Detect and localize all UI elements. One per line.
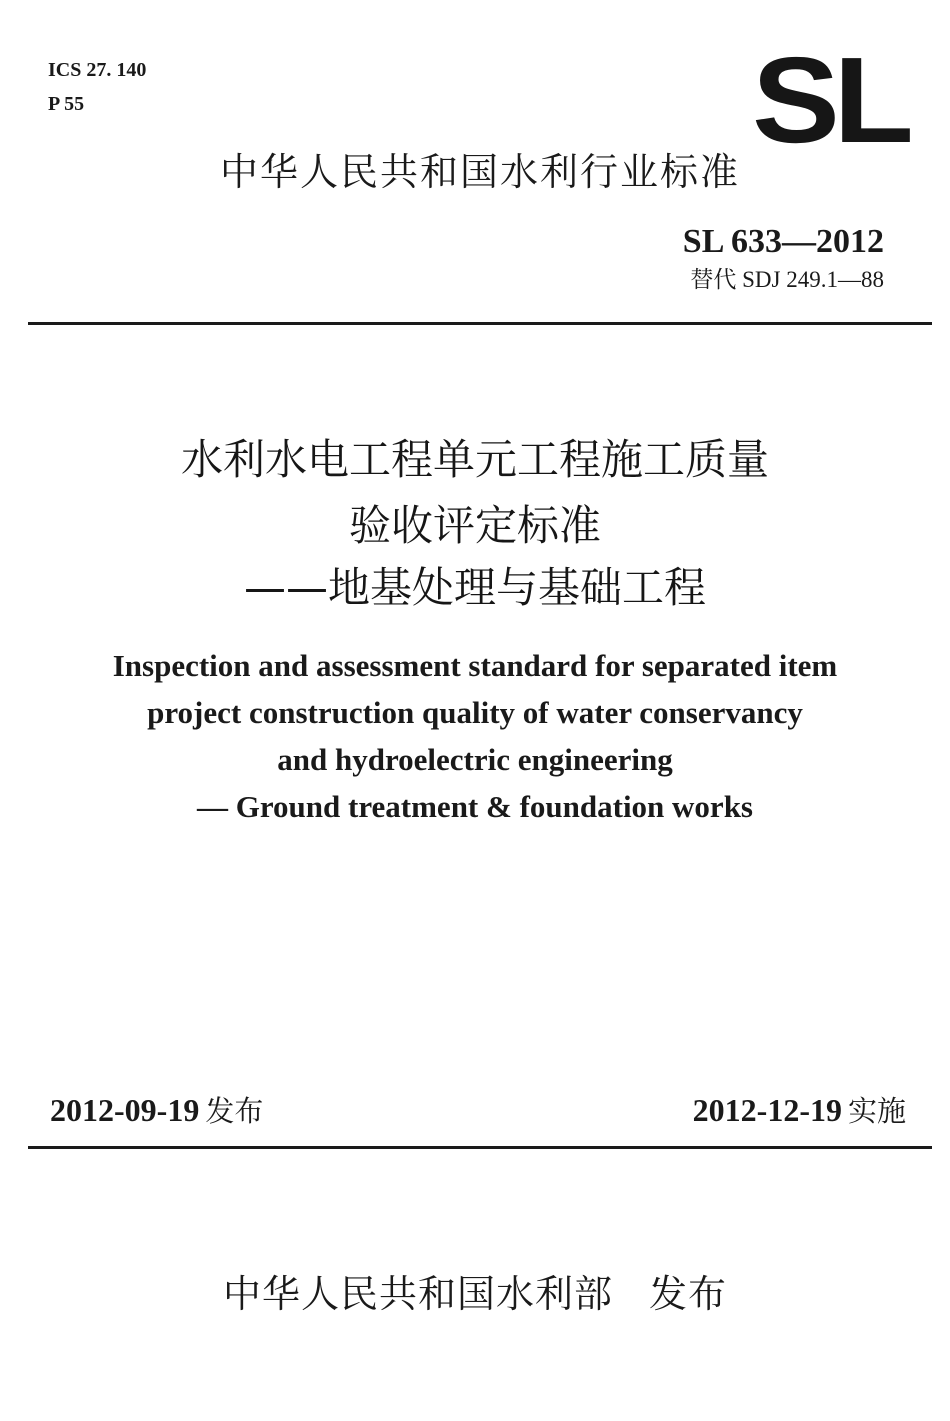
title-en-line-4: — Ground treatment & foundation works — [196, 789, 754, 824]
effective-date-block — [693, 1090, 906, 1131]
title-en-line-3: and hydroelectric engineering — [277, 742, 673, 777]
ccs-code: P 55 — [48, 93, 85, 115]
issue-date: 2012-09-19 — [50, 1092, 200, 1128]
title-zh-line-3: ——地基处理与基础工程 — [243, 563, 706, 612]
bottom-divider — [28, 1146, 932, 1149]
ics-code: ICS 27. 140 — [48, 59, 147, 81]
top-divider — [28, 322, 932, 325]
issue-label: 发布 — [205, 1094, 264, 1128]
replaces-code: 替代 SDJ 249.1—88 — [690, 267, 884, 292]
issue-date-block — [50, 1090, 263, 1131]
issuer-action: 发布 — [649, 1272, 728, 1316]
title-zh-line-1: 水利水电工程单元工程施工质量 — [180, 435, 769, 484]
industry-standard-heading: 中华人民共和国水利行业标准 — [219, 150, 740, 194]
standard-code: SL 633—2012 — [682, 223, 884, 260]
issuer-name: 中华人民共和国水利部 — [222, 1272, 613, 1316]
issuer-block — [0, 1270, 950, 1318]
title-zh-line-2: 验收评定标准 — [348, 501, 601, 550]
effective-label: 实施 — [847, 1094, 906, 1128]
effective-date: 2012-12-19 — [692, 1092, 842, 1128]
title-en-line-1: Inspection and assessment standard for separated item — [112, 648, 838, 683]
title-en-line-2: project construction quality of water conservancy — [147, 695, 803, 730]
sl-logo: SL — [752, 32, 908, 168]
